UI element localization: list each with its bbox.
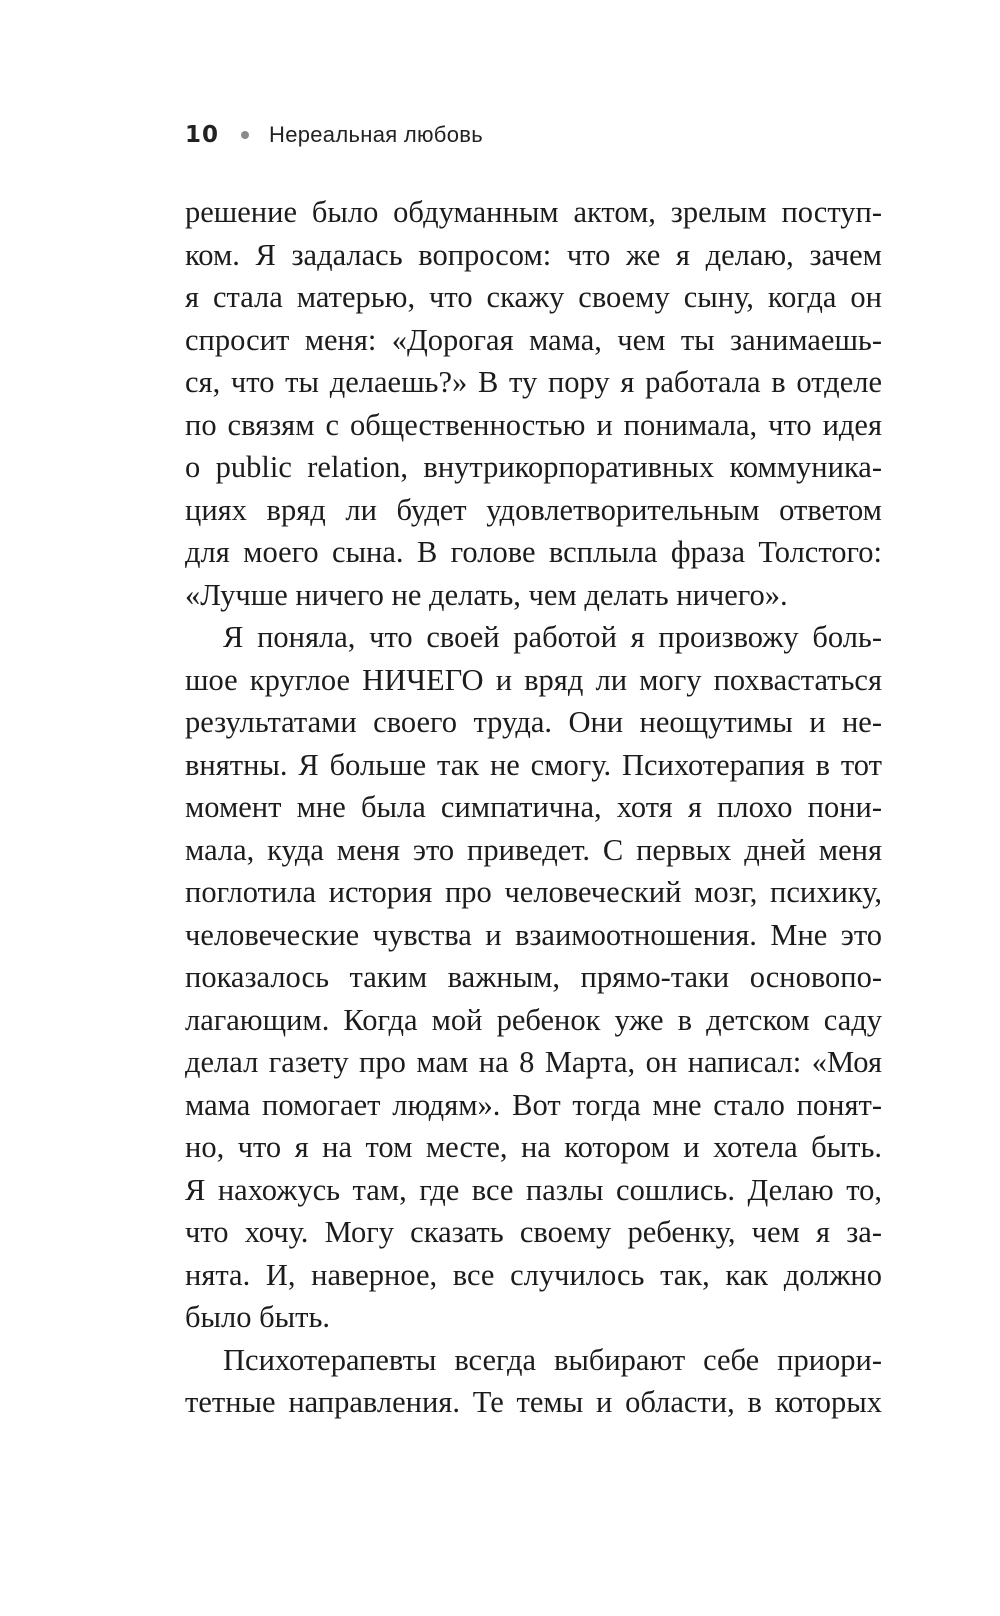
text-line: ся, что ты делаешь?» В ту пору я работала в отделе (185, 365, 882, 399)
text-line: циях вряд ли будет удовлетворительным ответом (185, 492, 882, 527)
text-line: нята. И, наверное, все случилось так, как должно (185, 1257, 882, 1292)
text-line: мама помогает людям». Вот тогда мне стало понят- (185, 1087, 882, 1122)
text-line: о public relation, внутрикорпоративных коммуника- (185, 450, 882, 484)
running-head (185, 122, 483, 148)
body-text (185, 191, 1000, 1424)
paragraph (185, 616, 1000, 1339)
text-line: Психотерапевты всегда выбирают себе приори- (223, 1342, 882, 1377)
text-line: Я поняла, что своей работой я произвожу боль- (223, 620, 882, 654)
text-line: спросит меня: «Дорогая мама, чем ты занимаешь- (185, 322, 882, 357)
text-line: было быть. (185, 1300, 330, 1334)
text-line: результатами своего труда. Они неощутимы и не- (185, 705, 882, 739)
text-line: что хочу. Могу сказать своему ребенку, чем я за- (185, 1215, 882, 1249)
page-number: 10 (185, 122, 220, 148)
paragraph (185, 191, 1000, 616)
text-line: «Лучше ничего не делать, чем делать ничего». (185, 577, 788, 612)
text-line: но, что я на том месте, на котором и хотела быть. (185, 1130, 882, 1164)
text-line: шое круглое НИЧЕГО и вряд ли могу похвастаться (185, 662, 882, 697)
paragraph (185, 1339, 1000, 1424)
text-line: решение было обдуманным актом, зрелым поступ- (185, 195, 882, 229)
text-line: тетные направления. Те темы и области, в которых (185, 1385, 882, 1419)
text-line: для моего сына. В голове всплыла фраза Толстого: (185, 535, 882, 569)
text-line: делал газету про мам на 8 Марта, он написал: «Моя (185, 1045, 882, 1079)
text-line: момент мне была симпатична, хотя я плохо пони- (185, 790, 882, 824)
text-line: ком. Я задалась вопросом: что же я делаю, зачем (185, 237, 882, 272)
text-line: Я нахожусь там, где все пазлы сошлись. Делаю то, (185, 1172, 882, 1207)
text-line: человеческие чувства и взаимоотношения. Мне это (185, 917, 882, 952)
book-title: Нереальная любовь (269, 122, 483, 147)
text-line: поглотила история про человеческий мозг, психику, (185, 875, 882, 909)
text-line: я стала матерью, что скажу своему сыну, когда он (185, 280, 882, 314)
text-line: показалось таким важным, прямо-таки основопо- (185, 960, 882, 994)
text-line: по связям с общественностью и понимала, что идея (185, 407, 882, 442)
text-line: лагающим. Когда мой ребенок уже в детском саду (185, 1002, 882, 1037)
text-line: внятны. Я больше так не смогу. Психотерапия в тот (185, 747, 882, 782)
bullet-separator (241, 131, 249, 139)
text-line: мала, куда меня это приведет. С первых дней меня (185, 832, 882, 867)
